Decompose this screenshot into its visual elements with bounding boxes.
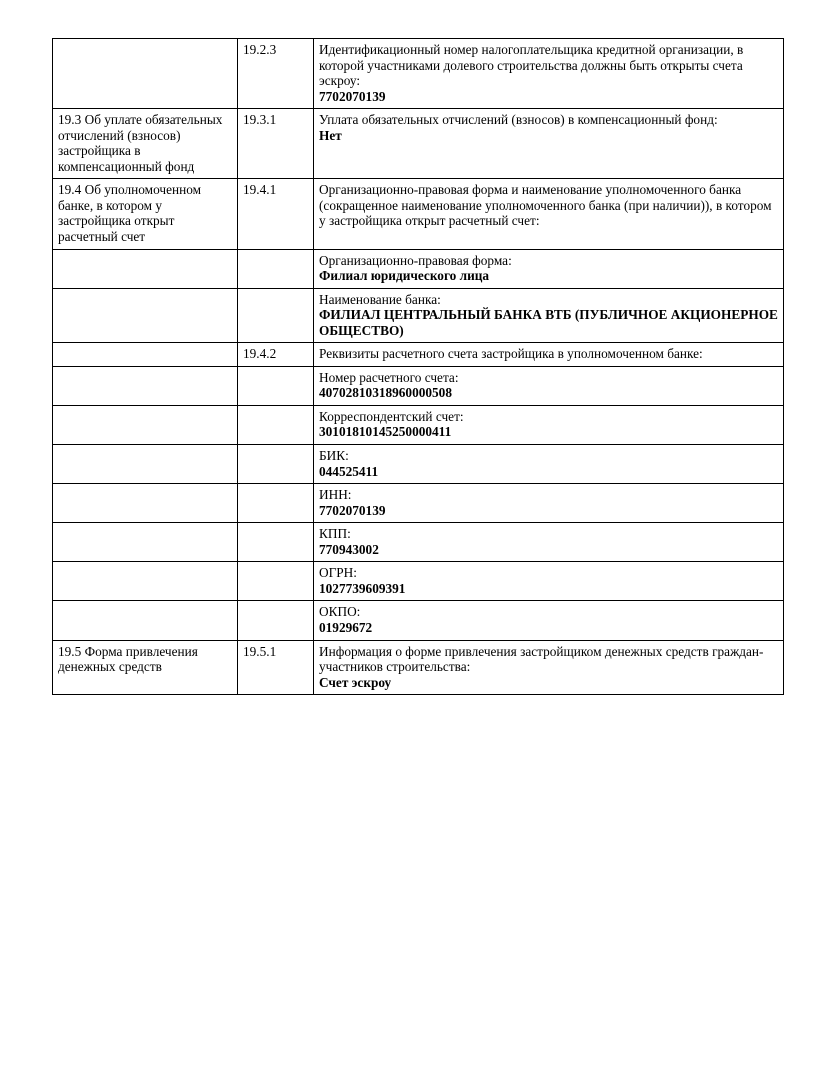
row-code: 19.2.3 xyxy=(238,39,314,109)
table-row xyxy=(53,445,784,484)
row-content xyxy=(314,343,784,367)
project-declaration-table xyxy=(52,38,784,695)
row-content xyxy=(314,405,784,444)
table-row xyxy=(53,640,784,695)
row-label: 19.3 Об уплате обязательных отчислений (взносов) застройщика в компенсационный фонд xyxy=(53,109,238,179)
row-value: 30101810145250000411 xyxy=(319,424,452,440)
row-value: Нет xyxy=(319,127,342,143)
row-code xyxy=(238,288,314,343)
row-text: Информация о форме привлечения застройщиком денежных средств граждан-участников строительства: xyxy=(319,643,764,675)
row-label xyxy=(53,523,238,562)
table-row xyxy=(53,39,784,109)
row-text: Номер расчетного счета: xyxy=(319,369,459,385)
table-row xyxy=(53,288,784,343)
row-text: Уплата обязательных отчислений (взносов) в компенсационный фонд: xyxy=(319,112,718,128)
row-content xyxy=(314,39,784,109)
row-value: ФИЛИАЛ ЦЕНТРАЛЬНЫЙ БАНКА ВТБ (ПУБЛИЧНОЕ АКЦИОНЕРНОЕ ОБЩЕСТВО) xyxy=(319,307,778,338)
row-content xyxy=(314,179,784,249)
row-value: 01929672 xyxy=(319,619,373,635)
row-value: 770943002 xyxy=(319,541,379,557)
row-label xyxy=(53,405,238,444)
table-row xyxy=(53,523,784,562)
row-text: ОГРН: xyxy=(319,565,357,581)
row-content xyxy=(314,445,784,484)
table-row xyxy=(53,179,784,249)
row-label: 19.5 Форма привлечения денежных средств xyxy=(53,640,238,695)
row-content xyxy=(314,523,784,562)
row-content xyxy=(314,109,784,179)
row-value: 40702810318960000508 xyxy=(319,385,452,401)
row-content xyxy=(314,249,784,288)
table-row xyxy=(53,484,784,523)
row-code xyxy=(238,445,314,484)
row-label: 19.4 Об уполномоченном банке, в котором у застройщика открыт расчетный счет xyxy=(53,179,238,249)
row-text: Реквизиты расчетного счета застройщика в уполномоченном банке: xyxy=(319,346,703,362)
row-text: ИНН: xyxy=(319,487,352,503)
row-value: 7702070139 xyxy=(319,88,386,104)
row-text: Идентификационный номер налогоплательщика кредитной организации, в которой участниками долевого строительства должны быть открыты счета эскроу: xyxy=(319,42,744,89)
row-code xyxy=(238,405,314,444)
table-row xyxy=(53,109,784,179)
row-code xyxy=(238,601,314,640)
row-label xyxy=(53,484,238,523)
row-label xyxy=(53,601,238,640)
row-label xyxy=(53,445,238,484)
row-code xyxy=(238,523,314,562)
row-value: Счет эскроу xyxy=(319,674,392,690)
table-row xyxy=(53,562,784,601)
row-code: 19.3.1 xyxy=(238,109,314,179)
row-label xyxy=(53,39,238,109)
row-content xyxy=(314,484,784,523)
row-text: ОКПО: xyxy=(319,604,361,620)
row-label xyxy=(53,562,238,601)
row-label xyxy=(53,343,238,367)
row-content xyxy=(314,288,784,343)
row-value: 1027739609391 xyxy=(319,580,406,596)
table-row xyxy=(53,601,784,640)
row-text: Организационно-правовая форма и наименование уполномоченного банка (сокращенное наименование уполномоченного банка (при наличии)), в котором у застройщика открыт расчетный счет: xyxy=(319,182,772,229)
row-value: 7702070139 xyxy=(319,502,386,518)
row-value: 044525411 xyxy=(319,463,379,479)
row-code xyxy=(238,249,314,288)
table-row xyxy=(53,343,784,367)
row-text: КПП: xyxy=(319,526,351,542)
row-label xyxy=(53,288,238,343)
row-code: 19.4.2 xyxy=(238,343,314,367)
row-value: Филиал юридического лица xyxy=(319,268,490,284)
table-body xyxy=(53,39,784,695)
row-code xyxy=(238,366,314,405)
row-text: Наименование банка: xyxy=(319,291,441,307)
row-text: БИК: xyxy=(319,448,349,464)
row-label xyxy=(53,249,238,288)
row-code: 19.4.1 xyxy=(238,179,314,249)
table-row xyxy=(53,366,784,405)
row-code xyxy=(238,562,314,601)
table-row xyxy=(53,405,784,444)
row-text: Корреспондентский счет: xyxy=(319,408,464,424)
table-row xyxy=(53,249,784,288)
row-content xyxy=(314,601,784,640)
row-content xyxy=(314,562,784,601)
row-content xyxy=(314,640,784,695)
row-text: Организационно-правовая форма: xyxy=(319,252,512,268)
row-content xyxy=(314,366,784,405)
row-code: 19.5.1 xyxy=(238,640,314,695)
row-label xyxy=(53,366,238,405)
row-code xyxy=(238,484,314,523)
